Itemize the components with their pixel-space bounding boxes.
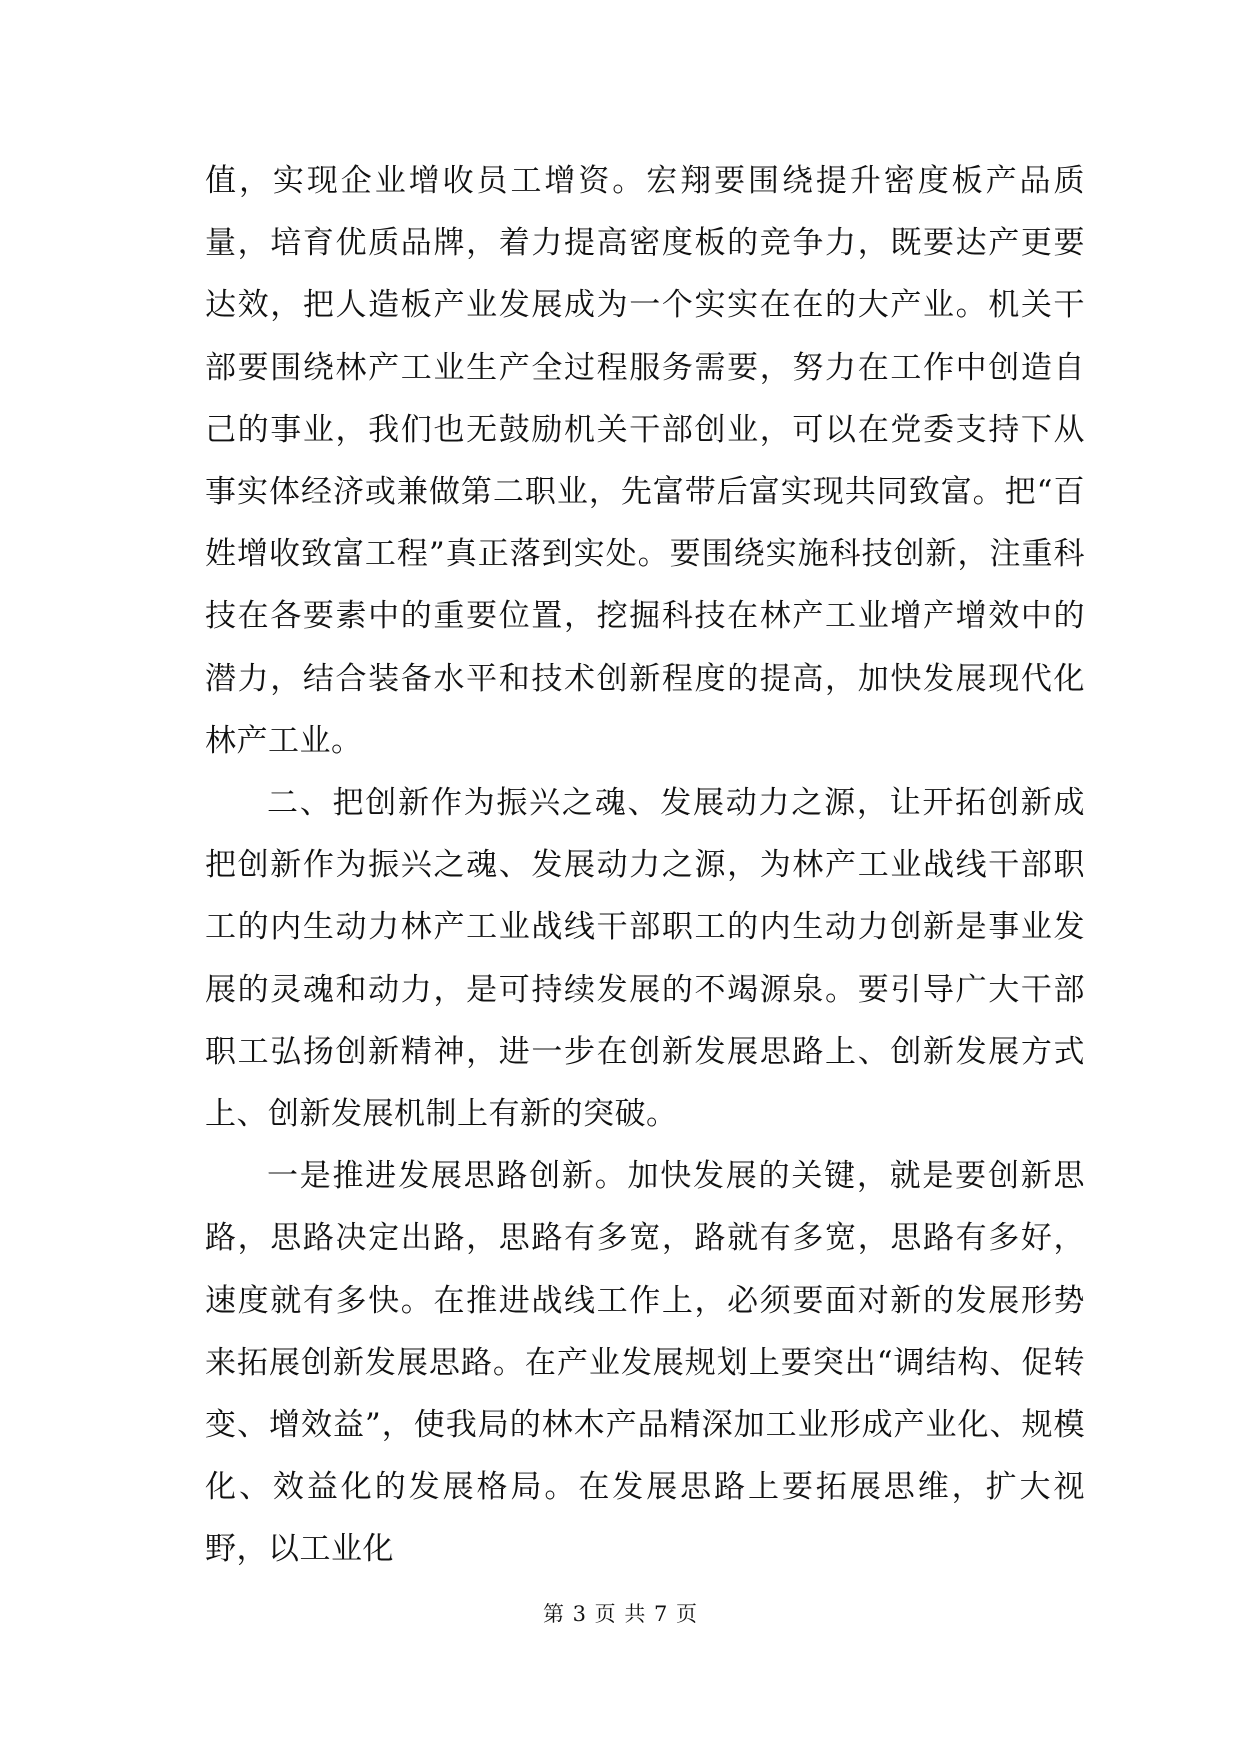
- page-footer: 第 3 页 共 7 页: [542, 1602, 699, 1626]
- paragraph-3: 一是推进发展思路创新。加快发展的关键，就是要创新思路，思路决定出路，思路有多宽，路就有多宽，思路有多好，速度就有多快。在推进战线工作上，必须要面对新的发展形势来拓展创新发展思路。在产业发展规划上要突出“调结构、促转变、增效益”，使我局的林木产品精深加工业形成产业化、规模化、效益化的发展格局。在发展思路上要拓展思维，扩大视野，以工业化: [205, 1158, 1085, 1568]
- paragraph-1: 值，实现企业增收员工增资。宏翔要围绕提升密度板产品质量，培育优质品牌，着力提高密度板的竞争力，既要达产更要达效，把人造板产业发展成为一个实实在在的大产业。机关干部要围绕林产工业生产全过程服务需要，努力在工作中创造自己的事业，我们也无鼓励机关干部创业，可以在党委支持下从事实体经济或兼做第二职业，先富带后富实现共同致富。把“百姓增收致富工程”真正落到实处。要围绕实施科技创新，注重科技在各要素中的重要位置，挖掘科技在林产工业增产增效中的潜力，结合装备水平和技术创新程度的提高，加快发展现代化林产工业。: [205, 163, 1085, 759]
- paragraph-2: 二、把创新作为振兴之魂、发展动力之源，让开拓创新成把创新作为振兴之魂、发展动力之源，为林产工业战线干部职工的内生动力林产工业战线干部职工的内生动力创新是事业发展的灵魂和动力，是可持续发展的不竭源泉。要引导广大干部职工弘扬创新精神，进一步在创新发展思路上、创新发展方式上、创新发展机制上有新的突破。: [205, 785, 1085, 1133]
- document-body: [205, 150, 1085, 1581]
